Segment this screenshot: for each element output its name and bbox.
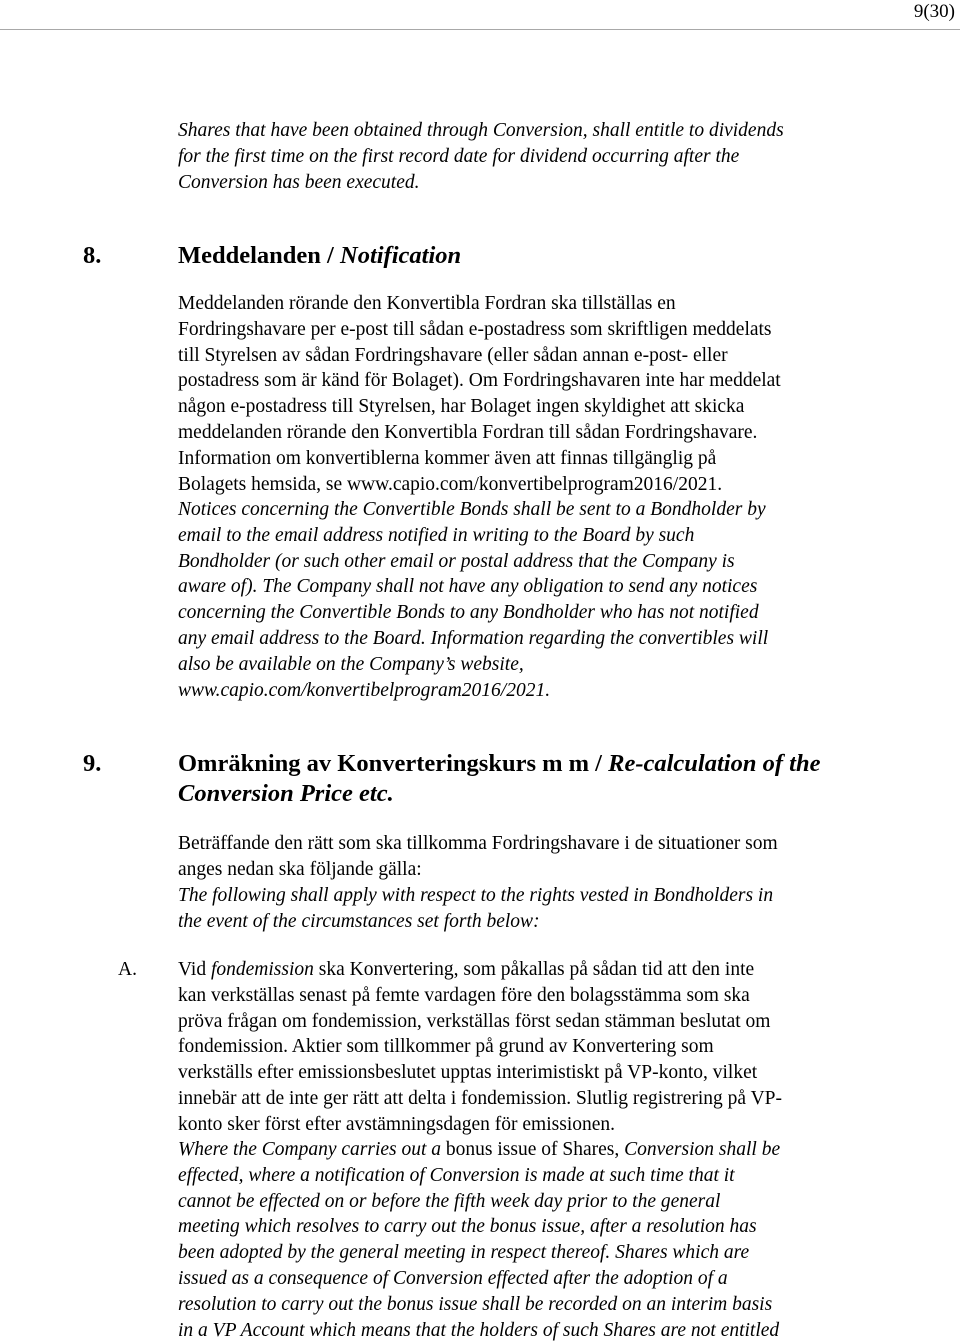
text-line: pröva frågan om fondemission, verkställas först sedan stämman beslutat om bbox=[178, 1010, 771, 1032]
text-line: meddelanden rörande den Konvertibla Fordran till sådan Fordringshavare. bbox=[178, 421, 758, 443]
text-line: issued as a consequence of Conversion effected after the adoption of a bbox=[178, 1267, 728, 1289]
text-line: Shares that have been obtained through Conversion, shall entitle to dividends bbox=[178, 120, 784, 141]
text-line: effected, where a notification of Conversion is made at such time that it bbox=[178, 1164, 735, 1186]
section-9-number: 9. bbox=[83, 750, 102, 777]
text-line: aware of). The Company shall not have any obligation to send any notices bbox=[178, 576, 758, 598]
text-line: Notices concerning the Convertible Bonds shall be sent to a Bondholder by bbox=[178, 499, 766, 520]
section-8-english-paragraph bbox=[178, 497, 878, 703]
emphasis-fondemission: fondemission bbox=[210, 959, 314, 980]
text-line: The following shall apply with respect to the rights vested in Bondholders in bbox=[178, 885, 774, 906]
item-a-swedish-paragraph bbox=[178, 957, 878, 1138]
text-line: in a VP Account which means that the holders of such Shares are not entitled bbox=[178, 1319, 780, 1341]
text-run: , bbox=[614, 1139, 625, 1160]
text-line: Fordringshavare per e-post till sådan e-postadress som skriftligen meddelats bbox=[178, 318, 772, 340]
section-9-heading bbox=[178, 749, 898, 809]
text-run: bonus issue of Shares bbox=[445, 1139, 615, 1160]
text-line: Beträffande den rätt som ska tillkomma Fordringshavare i de situationer som bbox=[178, 833, 778, 854]
text-line: verkställs efter emissionsbeslutet upptas interimistiskt på VP-konto, vilket bbox=[178, 1062, 758, 1084]
text-line bbox=[178, 957, 878, 983]
section-8-heading bbox=[178, 241, 898, 271]
text-line: kan verkställas senast på femte vardagen före den bolagsstämma som ska bbox=[178, 984, 750, 1006]
text-line: resolution to carry out the bonus issue shall be recorded on an interim basis bbox=[178, 1293, 773, 1315]
text-run: Where the Company carries out a bbox=[178, 1139, 446, 1160]
section-9-english-paragraph bbox=[178, 883, 878, 935]
text-line: Bondholder (or such other email or postal address that the Company is bbox=[178, 550, 735, 572]
text-line: Conversion has been executed. bbox=[178, 171, 420, 193]
text-line: been adopted by the general meeting in respect thereof. Shares which are bbox=[178, 1242, 750, 1264]
text-line: Bolagets hemsida, se www.capio.com/konvertibelprogram2016/2021. bbox=[178, 473, 723, 495]
text-run: Conversion shall be bbox=[624, 1139, 781, 1160]
text-line: email to the email address notified in writing to the Board by such bbox=[178, 524, 695, 546]
text-line: postadress som är känd för Bolaget). Om Fordringshavaren inte har meddelat bbox=[178, 370, 781, 392]
section-8-swedish-paragraph bbox=[178, 291, 878, 497]
section-9-title-sv: Omräkning av Konverteringskurs m m / bbox=[178, 750, 609, 777]
text-line: någon e-postadress till Styrelsen, har Bolaget ingen skyldighet att skicka bbox=[178, 396, 745, 418]
header-divider bbox=[0, 29, 960, 30]
section-9-title-en: Re-calculation of the bbox=[608, 750, 821, 777]
section-9-heading-line bbox=[178, 749, 898, 779]
section-8-number: 8. bbox=[83, 242, 102, 269]
text-line: till Styrelsen av sådan Fordringshavare (eller sådan annan e-post- eller bbox=[178, 344, 728, 366]
text-line: for the first time on the first record date for dividend occurring after the bbox=[178, 145, 740, 167]
text-line: Meddelanden rörande den Konvertibla Fordran ska tillställas en bbox=[178, 293, 676, 314]
text-run: ska Konvertering, som påkallas på sådan tid att den inte bbox=[313, 959, 755, 980]
text-line: also be available on the Company’s website, bbox=[178, 653, 524, 675]
text-line bbox=[178, 1137, 878, 1163]
text-line: Information om konvertiblerna kommer även att finnas tillgänglig på bbox=[178, 447, 717, 469]
intro-paragraph bbox=[178, 118, 878, 195]
section-8-title-sv: Meddelanden / bbox=[178, 242, 340, 269]
item-a-english-paragraph bbox=[178, 1137, 878, 1343]
text-line: konto sker först efter avstämningsdagen för emissionen. bbox=[178, 1113, 616, 1135]
text-line: concerning the Convertible Bonds to any Bondholder who has not notified bbox=[178, 602, 759, 624]
section-9-title-en-line2: Conversion Price etc. bbox=[178, 780, 394, 807]
page-number: 9(30) bbox=[913, 1, 955, 22]
text-line: meeting which resolves to carry out the bonus issue, after a resolution has bbox=[178, 1216, 757, 1238]
text-line: the event of the circumstances set forth below: bbox=[178, 910, 540, 932]
text-line: www.capio.com/konvertibelprogram2016/2021. bbox=[178, 679, 551, 701]
item-a-marker: A. bbox=[118, 959, 137, 980]
text-run: Vid bbox=[178, 959, 211, 980]
section-9-swedish-paragraph bbox=[178, 831, 878, 883]
text-line: innebär att de inte ger rätt att delta i fondemission. Slutlig registrering på VP- bbox=[178, 1087, 782, 1109]
text-line: fondemission. Aktier som tillkommer på grund av Konvertering som bbox=[178, 1036, 714, 1058]
text-line: anges nedan ska följande gälla: bbox=[178, 858, 422, 880]
section-8-title-en: Notification bbox=[340, 242, 462, 269]
text-line: any email address to the Board. Information regarding the convertibles will bbox=[178, 627, 769, 649]
text-line: cannot be effected on or before the fifth week day prior to the general bbox=[178, 1190, 721, 1212]
